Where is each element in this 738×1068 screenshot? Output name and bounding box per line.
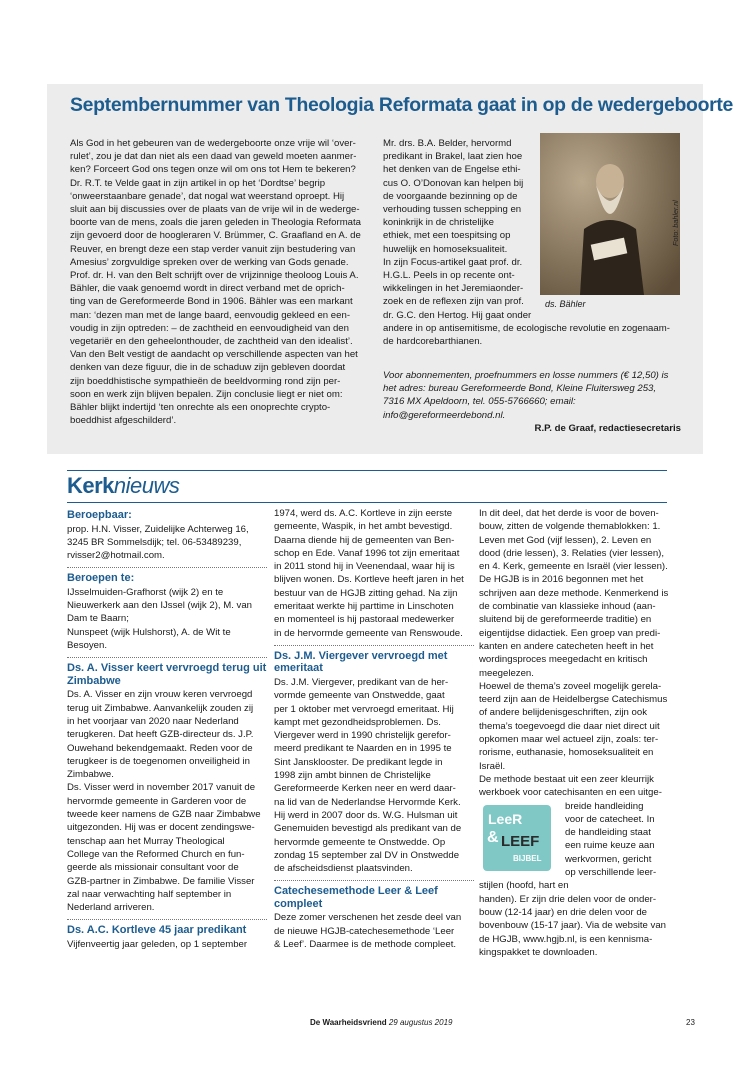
feature-right-line: het denken van de Engelse ethi- xyxy=(383,164,521,176)
visser-line: zal naar verwachting half september in xyxy=(67,888,232,900)
viergever-line: zondag 15 september zal DV in Onstwedde xyxy=(274,849,460,861)
catechese-cont-line: dood (drie lessen), 3. Relaties (vier lessen), xyxy=(479,547,665,559)
viergever-line: Hij werd in 2007 door ds. W.G. Hulsman uit xyxy=(274,809,458,821)
visser-line: uitgezonden. Hij was er docent zendingswe- xyxy=(67,822,255,834)
page-number: 23 xyxy=(686,1018,695,1027)
divider xyxy=(274,645,474,646)
catechese-cont-line: of andere belijdenisgeschriften, zijn ook xyxy=(479,707,647,719)
catechese-line: & Leef’. Daarmee is de methode compleet. xyxy=(274,939,457,951)
viergever-line: Genemuiden bevestigd als predikant van de xyxy=(274,823,462,835)
kortleve-line: Vijfenveertig jaar geleden, op 1 september xyxy=(67,938,248,950)
visser-line: College van the Reformed Church en fun- xyxy=(67,848,245,860)
feature-right-line: de voorgaande bezinning op de xyxy=(383,190,518,202)
beroepbaar-text xyxy=(67,523,267,563)
visser-line: Ouwehand bekendgemaakt. Reden voor de xyxy=(67,742,253,754)
viergever-line: Sint Jansklooster. De predikant legde in xyxy=(274,756,443,768)
catechese-cont-line: Hoewel de thema’s zoveel mogelijk gerela- xyxy=(479,680,662,692)
catechese-wrap-line: stijlen (hoofd, hart en xyxy=(479,880,569,892)
kortleve-cont-line: Daarna diende hij de gemeenten van Ben- xyxy=(274,534,455,546)
visser-line: tweede keer namens de GZB naar Zimbabwe xyxy=(67,809,261,821)
visser-line: terugkeer is de toegenomen onveiligheid in xyxy=(67,755,250,767)
feature-left-line: vegetariër en den geheelonthouder, de zachtheid van den idealist’. xyxy=(70,336,353,348)
kortleve-cont-line: gemeente, Waspik, in het ambt bevestigd. xyxy=(274,521,453,533)
catechese-cont-line: meegelezen. xyxy=(479,667,534,679)
catechese-wrap-line: een ruime keuze aan xyxy=(565,840,655,852)
heading-viergever: Ds. J.M. Viergever vervroegd met emeritaat xyxy=(274,649,448,675)
catechese-cont-line: Leven met God (vijf lessen), 2. Leven en xyxy=(479,534,652,546)
feature-right-line: Mr. drs. B.A. Belder, hervormd xyxy=(383,138,512,149)
viergever-line: kampt met gezondheidsproblemen. Ds. xyxy=(274,716,441,728)
feature-title: Septembernummer van Theologia Reformata gaat in op de wedergeboorte xyxy=(70,94,734,116)
portrait-illustration xyxy=(540,133,680,295)
top-rule xyxy=(67,470,667,471)
viergever-line: per 1 oktober met vervroegd emeritaat. Hij xyxy=(274,703,454,715)
catechese-cont-line: sluitend bij de gereformeerde traditie) en xyxy=(479,614,652,626)
beroepen-line: IJsselmuiden-Grafhorst (wijk 2) en te xyxy=(67,586,224,598)
kortleve-cont-line: 1974, werd ds. A.C. Kortleve in zijn eerste xyxy=(274,508,453,519)
divider xyxy=(67,657,267,658)
beroepen-line: Dam te Baarn; xyxy=(67,613,129,625)
feature-right-line: wikkelingen in het Jeremiaonder- xyxy=(383,283,524,295)
heading-beroepbaar: Beroepbaar: xyxy=(67,509,132,521)
feature-left-line: soon en werk zijn blijven bepalen. Zijn conclusie liegt er niet om: xyxy=(70,388,343,400)
photo-caption: ds. Bähler xyxy=(545,299,586,309)
catechese-end-line: kingspakket te downloaden. xyxy=(479,946,598,958)
feature-right-line: predikant in Brakel, laat zien hoe xyxy=(383,151,523,163)
feature-left-line: man: ‘dezen man met de lange baard, eenvoudig gekleed en een- xyxy=(70,309,351,321)
photo-credit: Foto: bahler.nl xyxy=(671,200,680,246)
catechese-cont-line: en 4. Kerk, gemeente en Israël (vier lessen). xyxy=(479,561,668,573)
catechese-text xyxy=(274,911,474,951)
catechese-wrap-line: op verschillende leer- xyxy=(565,867,657,879)
book-amp: & xyxy=(487,828,499,846)
feature-left-line: Van den Belt vestigt de aandacht op verschillende aspecten van het xyxy=(70,349,358,361)
catechese-cont-line: In dit deel, dat het derde is voor de boven- xyxy=(479,508,659,519)
feature-left-line: Dr. R.T. te Velde gaat in zijn artikel in op het ‘Dordtse’ begrip xyxy=(70,177,326,189)
beroepen-line: Besoyen. xyxy=(67,640,108,652)
catechese-line: de nieuwe HGJB-catechesemethode ‘Leer xyxy=(274,925,455,937)
viergever-text xyxy=(274,676,474,875)
visser-line: terugkeren. Dat heeft GZB-directeur ds. J.P. xyxy=(67,729,254,741)
visser-line: Nederland arriveren. xyxy=(67,902,155,914)
catechese-cont-line: werkboek voor catechisanten en een uitge- xyxy=(479,787,662,799)
feature-left-line: denken van deze figuur, die in de schaduw zijn gebleven doordat xyxy=(70,362,346,374)
news-column-1 xyxy=(67,507,267,951)
feature-left-line: voudig in zijn optreden: – de zachtheid en eenvoudigheid van den xyxy=(70,322,349,334)
catechese-line: Deze zomer verschenen het zesde deel van xyxy=(274,912,462,924)
feature-left-line: Prof. dr. H. van den Belt schrijft over de vrijzinnige theoloog Louis A. xyxy=(70,270,359,282)
visser-text xyxy=(67,688,267,914)
feature-right-line: huwelijk en homoseksualiteit. xyxy=(383,243,508,255)
catechese-cont-line: thema’s toegevoegd die daar niet direct uit xyxy=(479,720,660,732)
catechese-text-end xyxy=(479,893,679,959)
catechese-cont-line: opkomen maar wel actueel zijn, zoals: ter- xyxy=(479,734,659,746)
visser-line: terug uit Zimbabwe. Aanvankelijk zouden zij xyxy=(67,702,254,714)
feature-left-line: Reuver, en brengt deze een stap verder vanuit zijn bestudering van xyxy=(70,243,356,255)
feature-left-line: Bähler blijkt indertijd ‘ten onrechte als een onoprechte crypto- xyxy=(70,402,331,414)
feature-right-line: koninkrijk in de christelijke xyxy=(383,217,494,229)
beroepen-line: Nunspeet (wijk Hulshorst), A. de Wit te xyxy=(67,626,231,638)
visser-line: hervormde gemeente in Garderen voor de xyxy=(67,795,247,807)
catechese-end-line: bovenbouw (15-17 jaar). Via de website van xyxy=(479,920,667,932)
beroepbaar-line: prop. H.N. Visser, Zuidelijke Achterweg 16, xyxy=(67,523,249,535)
feature-left-line: boorte van de mens, zoals die jaren geleden in Theologia Reformata xyxy=(70,217,362,229)
kortleve-text-cont xyxy=(274,507,474,640)
beroepbaar-line: 3245 BR Sommelsdijk; tel. 06-53489239, xyxy=(67,536,242,548)
feature-right-line: ethiek, met een toespitsing op xyxy=(383,230,511,242)
kortleve-text-start xyxy=(67,938,267,951)
catechese-cont-line: eigentijdse didactiek. Een groep van predi- xyxy=(479,627,661,639)
feature-right-line: dr. G.C. den Hertog. Hij gaat onder xyxy=(383,309,532,321)
feature-left-line: ting van de Gereformeerde Bond in 1906. Bähler was een markant xyxy=(70,296,353,308)
catechese-cont-line: De methode bestaat uit een zeer kleurrijk xyxy=(479,773,654,785)
catechese-wrap-line: de handleiding staat xyxy=(565,827,651,839)
catechese-cont-line: Israël. xyxy=(479,760,506,772)
feature-right-line: cus O. O’Donovan kan helpen bij xyxy=(383,177,524,189)
kortleve-cont-line: in 2011 stond hij in Veenendaal, waar hij is xyxy=(274,561,455,573)
viergever-line: hervormde gemeente te Onstwedde. Op xyxy=(274,836,446,848)
viergever-line: na lid van de Nederlandse Hervormde Kerk. xyxy=(274,796,461,808)
kortleve-cont-line: emeritaat werkte hij parttime in Linschoten xyxy=(274,601,454,613)
heading-kortleve: Ds. A.C. Kortleve 45 jaar predikant xyxy=(67,924,247,937)
subscription-info xyxy=(383,369,693,422)
feature-left-line: zijn gevoerd door de hoogleraren V. Brümmer, C. Graafland en A. de xyxy=(70,230,361,242)
publication-date: 29 augustus 2019 xyxy=(388,1018,453,1027)
kortleve-cont-line: in de hervormde gemeente van Renswoude. xyxy=(274,627,463,639)
divider xyxy=(67,567,267,568)
feature-left-line: Als God in het gebeuren van de wedergeboorte onze vrije wil ‘over- xyxy=(70,138,356,149)
feature-right-line: verhouding tussen schepping en xyxy=(383,204,522,216)
subscribe-line: Voor abonnementen, proefnummers en losse nummers (€ 12,50) is xyxy=(383,370,669,381)
catechese-cont-line: rorisme, euthanasie, homoseksualiteit en xyxy=(479,747,654,759)
publication-name: De Waarheidsvriend xyxy=(310,1018,387,1027)
visser-line: GZB-partner in Zimbabwe. De familie Visser xyxy=(67,875,255,887)
catechese-wrap-line: voor de catecheet. In xyxy=(565,813,655,825)
book-title-1: LeeR xyxy=(488,810,523,827)
catechese-wrap-line: werkvormen, gericht xyxy=(565,853,652,865)
feature-left-line: Bähler, die vaak genoemd wordt in direct verband met de oprich- xyxy=(70,283,345,295)
feature-left-line: zijn boeddhistische sympathieën de beeldvorming rond zijn per- xyxy=(70,375,341,387)
kortleve-cont-line: schop en Ede. Vanaf 1996 tot zijn emeritaat xyxy=(274,547,460,559)
catechese-end-line: de HGJB, www.hgjb.nl, is een kennisma- xyxy=(479,933,653,945)
feature-left-line: ken? Forceert God ons tegen onze wil om ons tot Hem te bekeren? xyxy=(70,164,356,176)
subscribe-line: het adres: bureau Gereformeerde Bond, Kleine Fluitersweg 253, xyxy=(383,383,657,395)
section-title xyxy=(67,473,179,499)
heading-visser: Ds. A. Visser keert vervroegd terug uit Zimbabwe xyxy=(67,662,267,687)
viergever-line: meerd predikant te Naarden en in 1995 te xyxy=(274,743,452,755)
beroepen-text xyxy=(67,586,267,652)
subscribe-line: 7316 MX Apeldoorn, tel. 055-5766660; email: xyxy=(383,396,576,408)
book-cover-image xyxy=(479,802,559,874)
visser-line: Ds. Visser werd in november 2017 vanuit de xyxy=(67,782,256,794)
viergever-line: de afscheidsdienst plaatsvinden. xyxy=(274,863,413,875)
visser-line: geerde als missionair consultant voor de xyxy=(67,862,239,874)
visser-line: tenschap aan het Murray Theological xyxy=(67,835,225,847)
feature-left-line: Amesius’ zorgvuldige spreken over de werking van Gods genade. xyxy=(70,256,349,268)
viergever-line: vormde gemeente van Onstwedde, gaat xyxy=(274,690,445,702)
catechese-cont-line: teerd zijn aan de Heidelbergse Catechismus xyxy=(479,694,668,706)
feature-right-line: de hardcorebarthianen. xyxy=(383,336,483,348)
catechese-cont-line: De HGJB is in 2016 begonnen met het xyxy=(479,574,644,586)
heading-catechese: Catechesemethode Leer & Leef compleet xyxy=(274,885,438,910)
footer-publication xyxy=(310,1018,452,1027)
catechese-end-line: handen). Er zijn drie delen voor de onder- xyxy=(479,893,657,905)
feature-left-line: sluit aan bij discussies over de plaats van de vrije wil in de wederge- xyxy=(70,204,360,216)
viergever-line: Ds. J.M. Viergever, predikant van de her- xyxy=(274,676,449,688)
section-title-bold: Kerk xyxy=(67,473,114,498)
book-cover-illustration xyxy=(479,802,559,874)
feature-left-column xyxy=(70,137,375,427)
catechese-cont-line: bouw, zitten de volgende themablokken: 1. xyxy=(479,521,661,533)
catechese-cont-line: kanten en andere catecheten heeft in het xyxy=(479,640,654,652)
catechese-cont-line: de combinatie van klassieke inhoud (aan- xyxy=(479,601,656,613)
feature-right-line: andere in op antisemitisme, de ecologische revolutie en zogenaam- xyxy=(383,322,670,334)
section-title-italic: nieuws xyxy=(113,473,180,498)
catechese-end-line: bouw (12-14 jaar) en drie delen voor de xyxy=(479,906,647,918)
viergever-line: Gereformeerde Kerken neer en werd daar- xyxy=(274,783,456,795)
heading-beroepen: Beroepen te: xyxy=(67,572,135,585)
catechese-wrap-line: breide handleiding xyxy=(565,800,644,812)
divider xyxy=(67,919,267,920)
book-title-2: LEEF xyxy=(501,832,540,850)
book-subtitle: BIJBEL xyxy=(513,853,542,863)
viergever-line: 1998 zijn ambt binnen de Christelijke xyxy=(274,770,431,782)
divider xyxy=(274,880,474,881)
visser-line: Zimbabwe. xyxy=(67,769,114,781)
feature-right-line: zoek en de reflexen zijn van prof. xyxy=(383,296,524,308)
feature-left-line: boeddhist afgeschilderd’. xyxy=(70,415,177,427)
catechese-cont-line: wordingsproces meegedacht en kritisch xyxy=(479,654,648,666)
catechese-cont-line: schrijven aan deze methode. Kenmerkend is xyxy=(479,587,669,599)
news-column-2 xyxy=(274,507,474,951)
section-rule xyxy=(67,502,667,503)
news-column-3 xyxy=(479,507,679,959)
feature-left-line: rulet’, zou je dat dan niet als een daad van geweld moeten aanmer- xyxy=(70,151,357,163)
subscribe-line: info@gereformeerdebond.nl. xyxy=(383,409,506,421)
kortleve-cont-line: bestuur van de HGJB zitting gehad. Na zijn xyxy=(274,587,458,599)
kortleve-cont-line: blijven wonen. Ds. Kortleve heeft jaren in het xyxy=(274,574,464,586)
catechese-text-cont xyxy=(479,507,679,800)
visser-line: Ds. A. Visser en zijn vrouw keren vervroegd xyxy=(67,689,253,701)
viergever-line: Viergever werd in 1990 christelijk gerefor- xyxy=(274,730,451,742)
feature-left-line: ‘onweerstaanbare genade’, dat nogal wat weerstand oproept. Hij xyxy=(70,190,345,202)
beroepbaar-line: rvisser2@hotmail.com. xyxy=(67,550,165,562)
beroepen-line: Nieuwerkerk aan den IJssel (wijk 2), M. van xyxy=(67,600,253,612)
visser-line: in het voorjaar van 2020 naar Nederland xyxy=(67,715,239,727)
feature-right-line: H.G.L. Peels in op recente ont- xyxy=(383,270,515,282)
portrait-photo xyxy=(540,133,680,295)
kortleve-cont-line: en momenteel is hij pastoraal medewerker xyxy=(274,614,455,626)
feature-right-line: In zijn Focus-artikel gaat prof. dr. xyxy=(383,256,523,268)
signature: R.P. de Graaf, redactiesecretaris xyxy=(534,423,681,434)
